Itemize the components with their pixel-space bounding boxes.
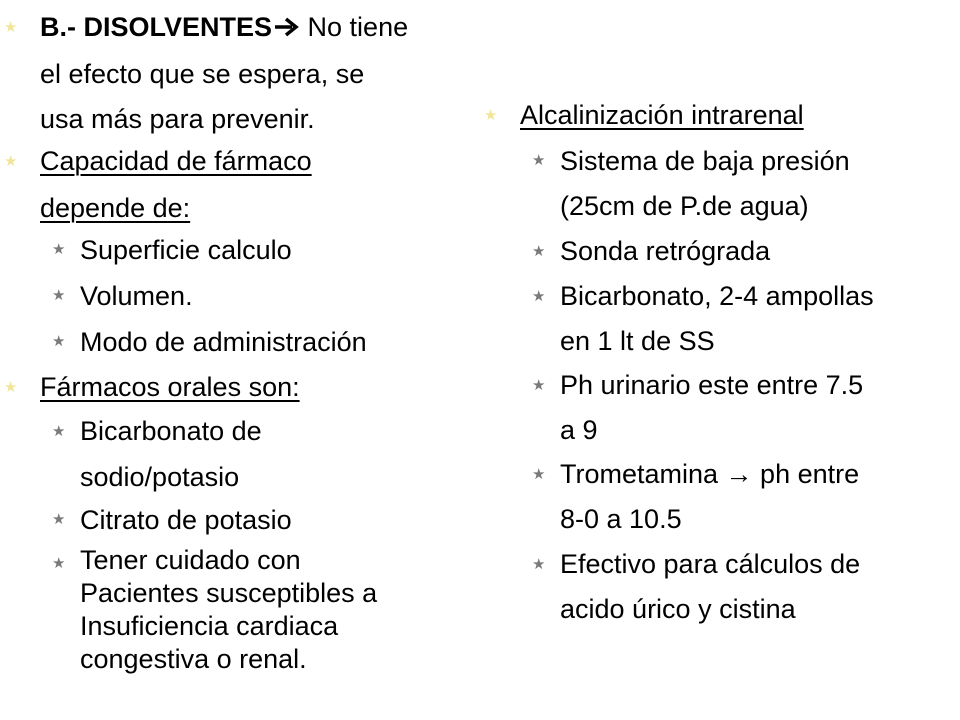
sub-bullet-text: Ph urinario este entre 7.5 bbox=[560, 370, 864, 400]
star-bullet-icon: ★ bbox=[532, 556, 546, 573]
bullet-line: el efecto que se espera, se bbox=[40, 59, 365, 89]
star-bullet-icon: ★ bbox=[52, 423, 66, 440]
bullet-line bbox=[40, 11, 408, 43]
sub-bullet-text: Trometamina → ph entre bbox=[560, 459, 860, 489]
star-bullet-icon: ★ bbox=[532, 288, 546, 305]
sub-bullet-text: Citrato de potasio bbox=[80, 505, 292, 535]
right-arrow-icon bbox=[274, 16, 300, 38]
star-bullet-icon: ★ bbox=[52, 333, 66, 350]
star-bullet-icon: ★ bbox=[4, 153, 18, 170]
sub-bullet-text: Volumen. bbox=[80, 281, 193, 311]
sub-bullet-text: 8-0 a 10.5 bbox=[560, 504, 682, 534]
bullet-text: No tiene bbox=[300, 12, 409, 42]
star-bullet-icon: ★ bbox=[52, 555, 66, 572]
star-bullet-icon: ★ bbox=[532, 377, 546, 394]
sub-bullet-text: Bicarbonato de bbox=[80, 416, 262, 446]
sub-bullet-text: (25cm de P.de agua) bbox=[560, 191, 809, 221]
sub-bullet-text: congestiva o renal. bbox=[80, 644, 307, 674]
sub-bullet-text: Efectivo para cálculos de bbox=[560, 549, 861, 579]
star-bullet-icon: ★ bbox=[532, 466, 546, 483]
star-bullet-icon: ★ bbox=[52, 287, 66, 304]
star-bullet-icon: ★ bbox=[532, 243, 546, 260]
star-bullet-icon: ★ bbox=[484, 107, 498, 124]
bullet-heading: depende de: bbox=[40, 193, 191, 223]
sub-bullet-text: Pacientes susceptibles a bbox=[80, 578, 378, 608]
sub-bullet-text: Modo de administración bbox=[80, 327, 367, 357]
star-bullet-icon: ★ bbox=[52, 511, 66, 528]
bullet-heading: Capacidad de fármaco bbox=[40, 146, 312, 176]
sub-bullet-text: Sistema de baja presión bbox=[560, 146, 850, 176]
sub-bullet-text: en 1 lt de SS bbox=[560, 326, 715, 356]
sub-bullet-text: Bicarbonato, 2-4 ampollas bbox=[560, 281, 874, 311]
bullet-heading: Fármacos orales son: bbox=[40, 372, 300, 402]
sub-bullet-text: Sonda retrógrada bbox=[560, 236, 771, 266]
star-bullet-icon: ★ bbox=[4, 19, 18, 36]
sub-bullet-text: Insuficiencia cardiaca bbox=[80, 611, 339, 641]
bullet-line: usa más para prevenir. bbox=[40, 104, 315, 134]
sub-bullet-text: a 9 bbox=[560, 415, 598, 445]
sub-bullet-text: acido úrico y cistina bbox=[560, 594, 796, 624]
sub-bullet-text: Superficie calculo bbox=[80, 235, 292, 265]
star-bullet-icon: ★ bbox=[4, 379, 18, 396]
section-title: B.- DISOLVENTES bbox=[40, 12, 273, 42]
section-heading: Alcalinización intrarenal bbox=[520, 100, 804, 130]
star-bullet-icon: ★ bbox=[532, 152, 546, 169]
sub-bullet-text: Tener cuidado con bbox=[80, 545, 301, 575]
sub-bullet-text: sodio/potasio bbox=[80, 462, 240, 492]
star-bullet-icon: ★ bbox=[52, 241, 66, 258]
